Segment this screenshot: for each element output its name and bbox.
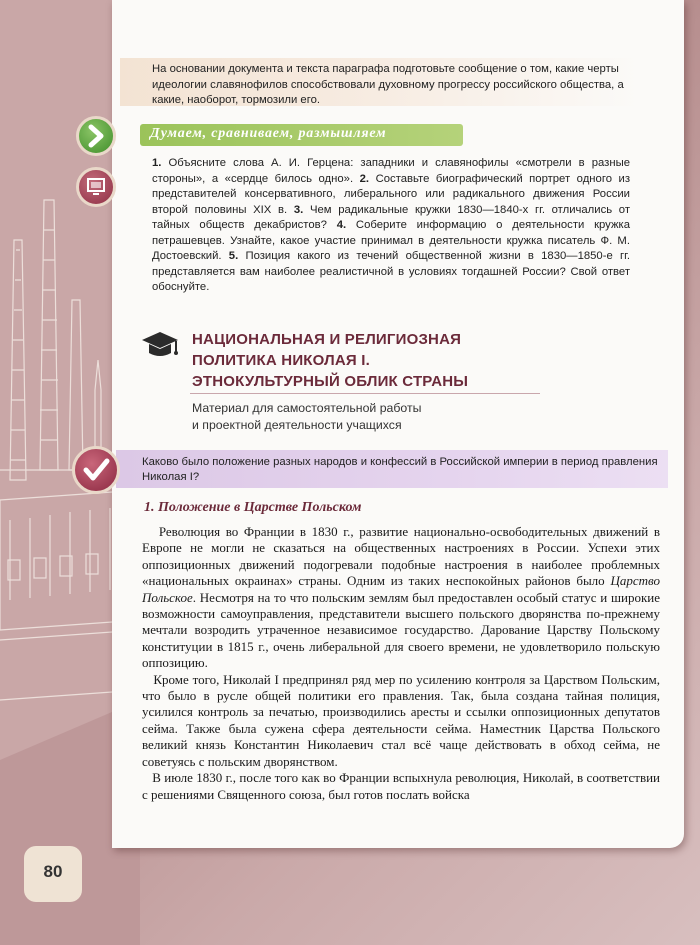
paragraph — [142, 524, 660, 672]
paragraph-text: В июле 1830 г., после того как во Франции вспыхнула революция, Николай, в соответствии с решениями Священного союза, был готов послать войска — [142, 770, 661, 802]
chapter-title-line: ПОЛИТИКА НИКОЛАЯ I. — [192, 352, 370, 369]
term: Царство Польское — [142, 573, 660, 605]
questions-list — [152, 156, 630, 296]
chapter-subtitle — [192, 400, 592, 434]
divider — [190, 393, 540, 394]
question-text: Позиция какого из течений общественной жизни в 1830—1850-е гг. представляется вам наиболее реалистичной в условиях тогдашней России? Свой ответ обоснуйте. — [152, 250, 630, 293]
task-text: На основании документа и текста параграфа подготовьте сообщение о том, какие черты идеологии славянофилов способствовали духовному прогрессу российского общества, а какие, наоборот, тормозили его. — [152, 63, 624, 107]
chapter-subtitle-line: и проектной деятельности учащихся — [192, 418, 402, 432]
chapter-title — [192, 329, 632, 392]
key-question-text: Каково было положение разных народов и конфессий в Российской империи в период правления Николая I? — [142, 456, 658, 483]
monitor-icon — [76, 167, 116, 207]
question-number: 2. — [359, 172, 370, 185]
paragraph-text: . Несмотря на то что польским землям был предоставлен особый статус и широкие возможности самоуправления, представители высшего польского дворянства по-прежнему мечтали возродить утраченное независимое государство. Дарование Царству Польскому конституции в 1815 г., очень либеральной для своего времени, не удовлетворило польскую оппозицию. — [142, 589, 660, 671]
question-text: Чем радикальные кружки 1830—1840-х гг. отличались от тайных обществ декабристов? — [152, 203, 630, 231]
chapter-title-line: ЭТНОКУЛЬТУРНЫЙ ОБЛИК СТРАНЫ — [192, 373, 469, 390]
chapter-title-line: НАЦИОНАЛЬНАЯ И РЕЛИГИОЗНАЯ — [192, 331, 462, 348]
page-number: 80 — [43, 862, 63, 881]
body-text — [142, 524, 660, 803]
chapter-subtitle-line: Материал для самостоятельной работы — [192, 401, 422, 415]
question-number: 1. — [152, 157, 162, 169]
graduation-cap-icon — [140, 328, 180, 362]
section-heading: 1. Положение в Царстве Польском — [144, 500, 362, 515]
question-text: Соберите информацию о деятельности кружка петрашевцев. Узнайте, какое участие принимал в деятельности кружка писатель Ф. М. Достоевский. — [152, 219, 630, 262]
question-number: 3. — [293, 203, 304, 216]
section-title: Думаем, сравниваем, размышляем — [150, 126, 387, 141]
arrow-right-icon — [76, 116, 116, 156]
paragraph-text: Революция во Франции в 1830 г., развитие национально-освободительных движений в Европе не могли не сказаться на общественных настроениях в России. Успехи этих оппозиционных движений подогревали подобные настроения в наиболее проблемных «национальных окраинах» страны. Одним из таких неспокойных районов было — [142, 524, 660, 589]
question-text: Объясните слова А. И. Герцена: западники и славянофилы «смотрели в разные стороны», а «сердце билось одно». — [152, 157, 630, 185]
question-number: 5. — [228, 250, 239, 262]
paragraph — [142, 672, 660, 770]
paragraph — [142, 770, 660, 803]
checkmark-icon — [72, 446, 120, 494]
question-number: 4. — [336, 219, 347, 231]
question-text: Составьте биографический портрет одного из представителей консервативного, либерального или радикального движения России второй половины XIX в. — [152, 172, 631, 216]
paragraph-text: Кроме того, Николай I предпринял ряд мер по усилению контроля за Царством Польским, что было в русле общей политики его правления. Так, была создана тайная полиция, усилился контроль за печатью, производились аресты и ссылки оппозиционных депутатов сейма. Также была сужена сфера деятельности сейма. Наместник Царства Польского великий князь Константин Николаевич стал всё чаще действовать в обход сейма, не советуясь с польским дворянством. — [142, 671, 661, 769]
